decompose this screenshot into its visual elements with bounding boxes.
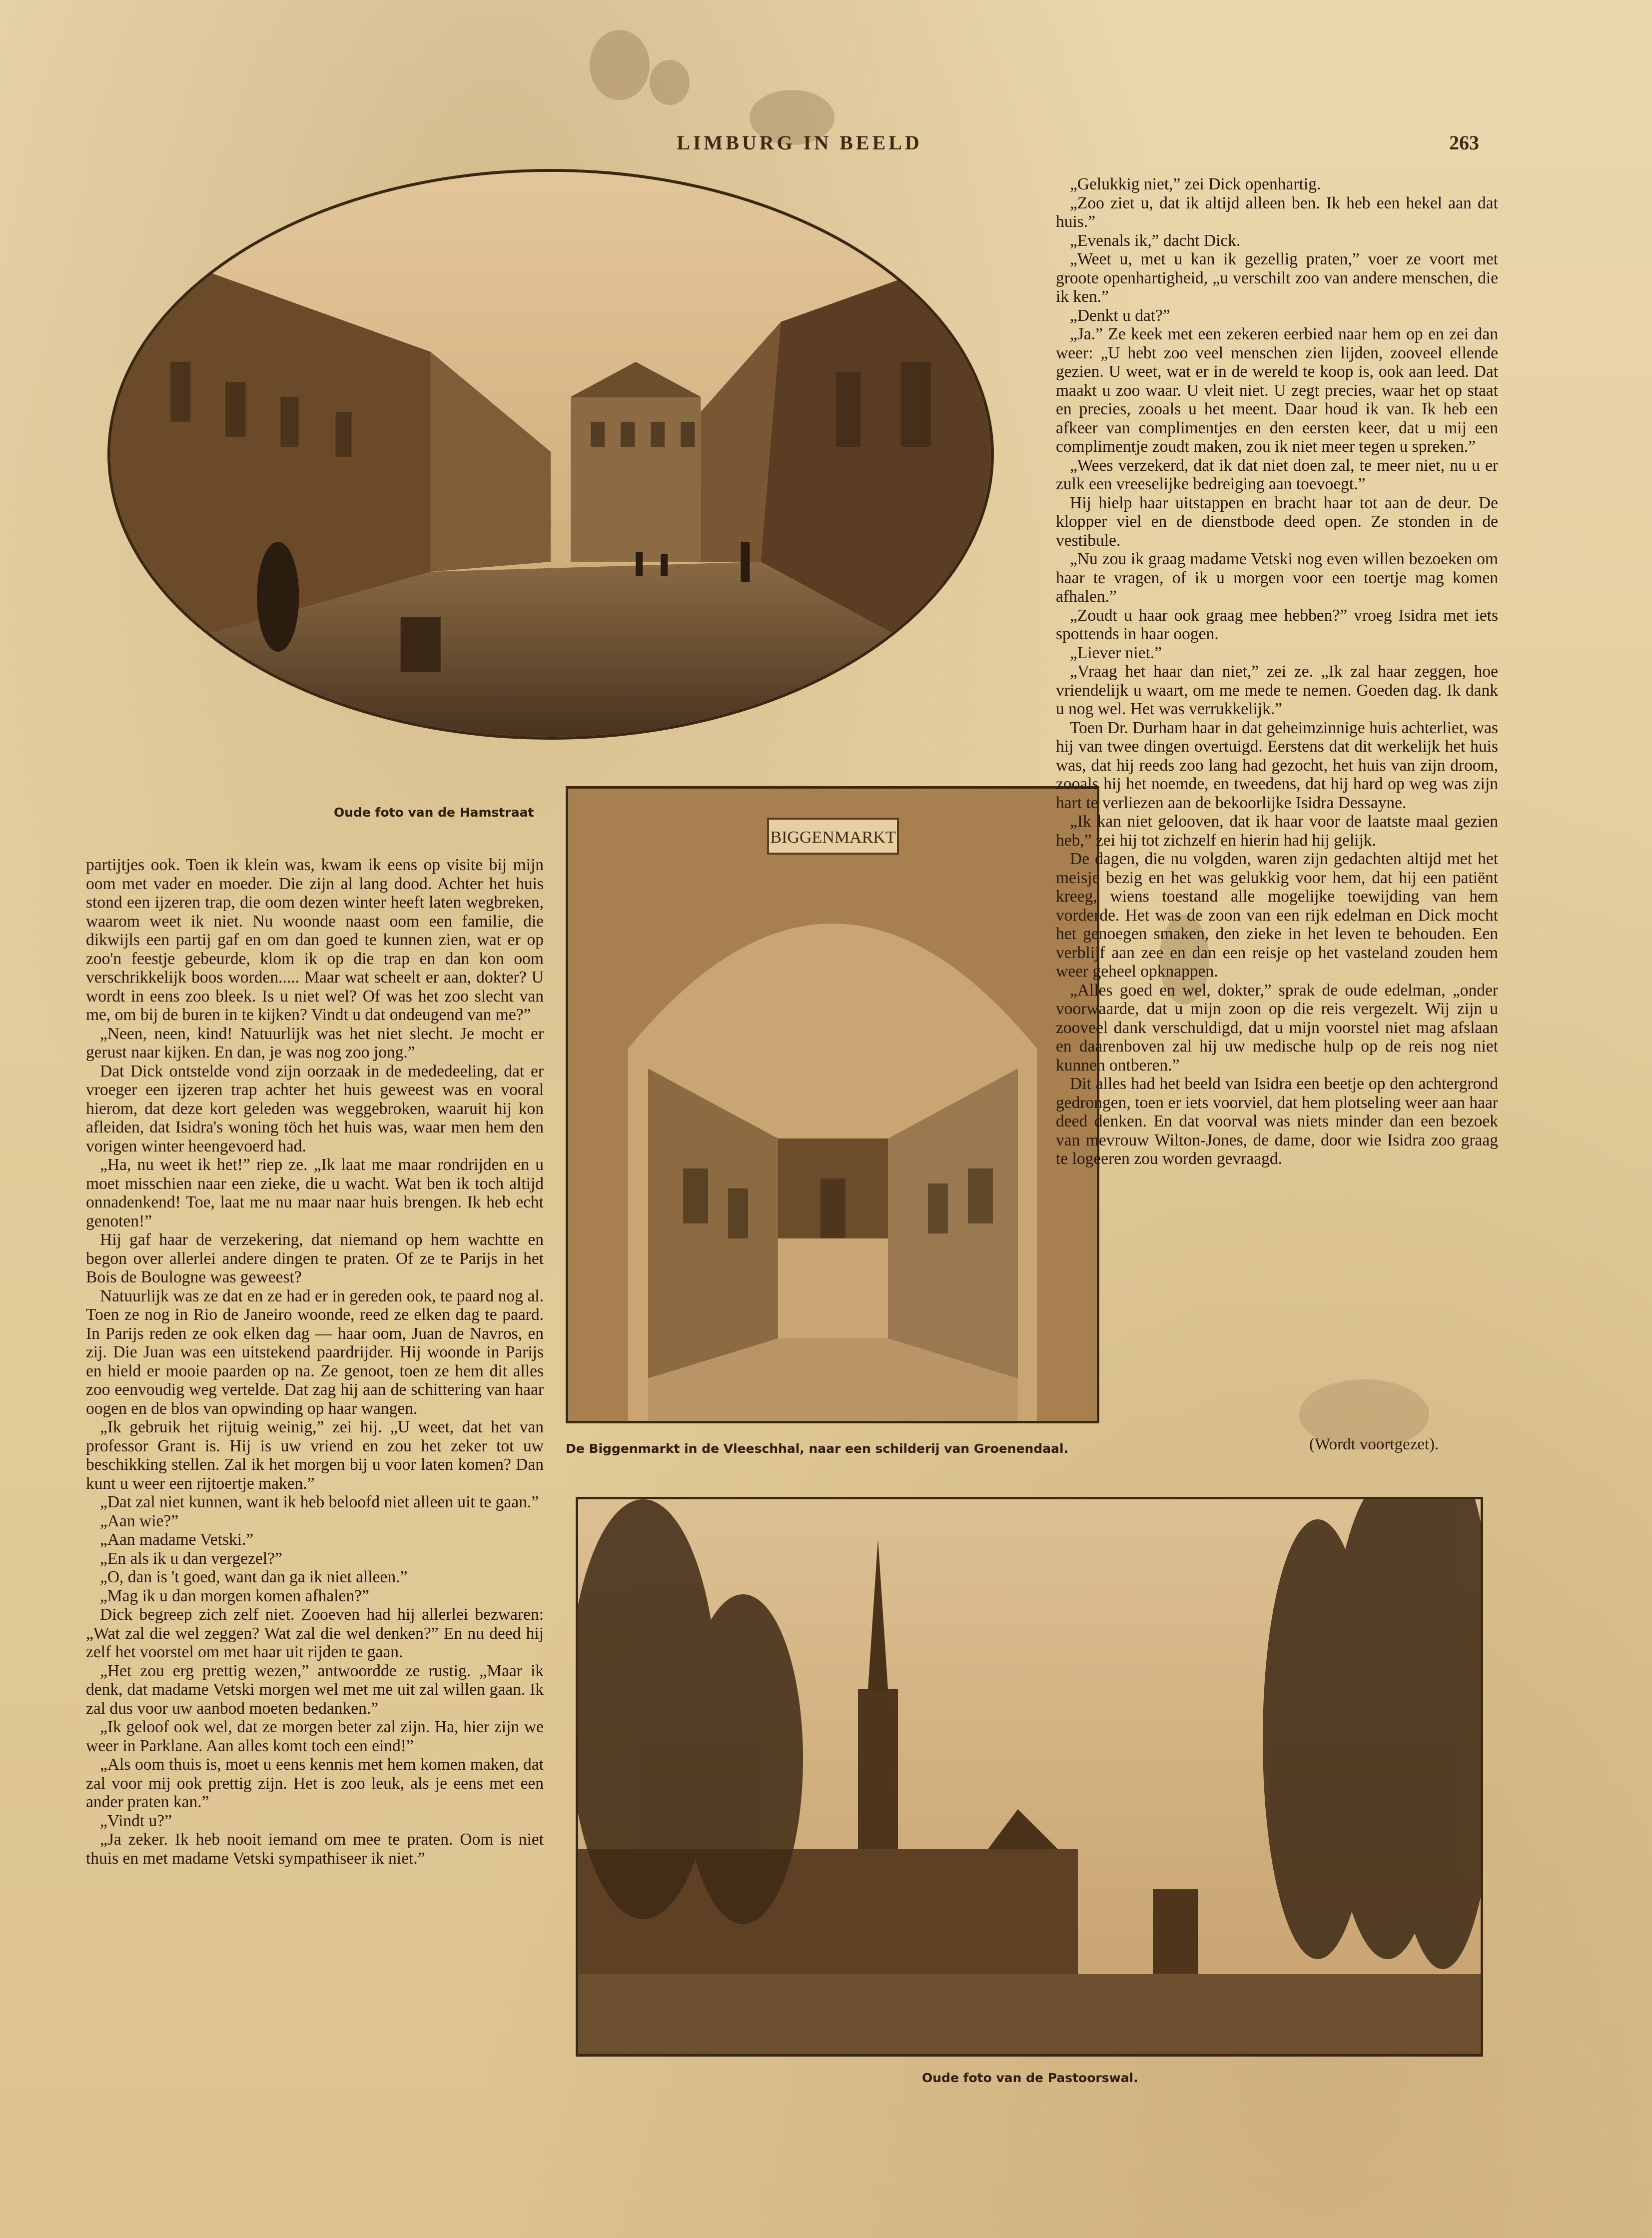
- paragraph: „Ik gebruik het rijtuig weinig,” zei hij. „U weet, dat het van professor Grant is. Hij is uw vriend en zou het zeker tot uw beschikking stellen. Zal ik het morgen bij u voor laten komen? Dan kunt u weer een rijtoertje maken.”: [86, 1418, 544, 1493]
- paragraph: Natuurlijk was ze dat en ze had er in gereden ook, te paard nog al. Toen ze nog in Rio de Janeiro woonde, reed ze elken dag te paard. In Parijs reden ze ook elken dag — haar oom, Juan de Navros, en zij. Die Juan was een uitstekend paardrijder. Hij woonde in Parijs en hield er mooie paarden op na. Ze genoot, toen ze hem dit alles zoo eenvoudig weg vertelde. Dat zag hij aan de schittering van haar oogen en de blos van opwinding op haar wangen.: [86, 1286, 544, 1418]
- biggenmarkt-caption: De Biggenmarkt in de Vleeschhal, naar een schilderij van Groenendaal.: [566, 1441, 1069, 1456]
- paragraph: „Ja.” Ze keek met een zekeren eerbied naar hem op en zei dan weer: „U hebt zoo veel menschen zien lijden, zooveel ellende gezien. U weet, wat er in de wereld te koop is, ook aan leed. Dat maakt u zoo waar. U vleit niet. U zegt precies, waar het op staat en precies, zooals u het meent. Daar houd ik van. Ik heb een afkeer van complimentjes en den eersten keer, dat u mij een complimentje zoudt maken, zou ik niet meer tegen u spreken.”: [1056, 325, 1498, 456]
- continued-note: (Wordt voortgezet).: [1309, 1435, 1439, 1453]
- paragraph: „Aan wie?”: [100, 1511, 179, 1530]
- paragraph: „Als oom thuis is, moet u eens kennis met hem komen maken, dat zal voor mij ook prettig zijn. Het is zoo leuk, als je eens met een ander praten kan.”: [86, 1755, 544, 1811]
- hamstraat-caption: Oude foto van de Hamstraat: [334, 805, 534, 820]
- page-number: 263: [1449, 131, 1479, 154]
- paragraph: Dit alles had het beeld van Isidra een beetje op den achtergrond gedrongen, toen er iets voorviel, dat hem plotseling weer aan haar deed denken. En dat voorval was niets minder dan een bezoek van mevrouw Wilton-Jones, de dame, door wie Isidra zoo graag te logeeren zou worden gevraagd.: [1056, 1075, 1498, 1168]
- paragraph: „Weet u, met u kan ik gezellig praten,” voer ze voort met groote openhartigheid, „u verschilt zoo van andere menschen, die ik ken.”: [1056, 250, 1498, 306]
- paragraph: „Ik kan niet gelooven, dat ik haar voor de laatste maal gezien heb,” zei hij tot zichzelf en hierin had hij gelijk.: [1056, 812, 1498, 850]
- article-column-left: [86, 856, 544, 1868]
- painting-sign-text: BIGGENMARKT: [770, 828, 896, 847]
- paragraph: „Ja zeker. Ik heb nooit iemand om mee te praten. Oom is niet thuis en met madame Vetski sympathiseer ik niet.”: [86, 1830, 544, 1868]
- publication-title: LIMBURG IN BEELD: [677, 131, 922, 154]
- paragraph: „Aan madame Vetski.”: [100, 1530, 254, 1549]
- paragraph: „O, dan is 't goed, want dan ga ik niet alleen.”: [100, 1568, 408, 1586]
- article-column-right: [1056, 175, 1498, 1168]
- paragraph: Hij gaf haar de verzekering, dat niemand op hem wachtte en begon over allerlei andere dingen te praten. Of ze te Parijs in het Bois de Boulogne was geweest?: [86, 1230, 544, 1286]
- paragraph: „Ha, nu weet ik het!” riep ze. „Ik laat me maar rondrijden en u moet misschien naar een zieke, die u wacht. Wat ben ik toch altijd onnadenkend! Toe, laat me nu maar naar huis brengen. Ik heb echt genoten!”: [86, 1155, 544, 1230]
- paragraph: „Neen, neen, kind! Natuurlijk was het niet slecht. Je mocht er gerust naar kijken. En dan, je was nog zoo jong.”: [86, 1024, 544, 1062]
- paragraph: „Zoo ziet u, dat ik altijd alleen ben. Ik heb een hekel aan dat huis.”: [1056, 193, 1498, 231]
- paragraph: „Denkt u dat?”: [1070, 306, 1170, 325]
- paper-stain: [650, 60, 690, 105]
- paragraph: Toen Dr. Durham haar in dat geheimzinnige huis achterliet, was hij van twee dingen overtuigd. Eerstens dat dit werkelijk het huis was, dat hij reeds zoo lang had gezocht, het huis van zijn droom, zooals hij het noemde, en tweedens, dat hij hard op weg was zijn hart te verliezen aan de bekoorlijke Isidra Dessayne.: [1056, 718, 1498, 812]
- paragraph: „Wees verzekerd, dat ik dat niet doen zal, te meer niet, nu u er zulk een vreeselijke bedreiging aan toevoegt.”: [1056, 456, 1498, 493]
- paragraph: „Nu zou ik graag madame Vetski nog even willen bezoeken om haar te vragen, of ik u morgen voor een toertje mag komen afhalen.”: [1056, 550, 1498, 606]
- biggenmarkt-painting: [566, 786, 1099, 1423]
- paper-stain: [590, 30, 650, 100]
- paragraph: „Het zou erg prettig wezen,” antwoordde ze rustig. „Maar ik denk, dat madame Vetski morgen wel met me uit zal willen gaan. Ik zal dus voor uw aanbod moeten bedanken.”: [86, 1661, 544, 1718]
- paragraph: „Liever niet.”: [1070, 643, 1162, 662]
- paragraph: „Gelukkig niet,” zei Dick openhartig.: [1070, 175, 1321, 193]
- paragraph: „Alles goed en wel, dokter,” sprak de oude edelman, „onder voorwaarde, dat u mijn zoon op die reis vergezelt. Wij zijn u zooveel dank verschuldigd, dat u mijn voorstel niet mag afslaan en daarenboven zal hij uw medische hulp op de reis nog niet kunnen ontberen.”: [1056, 981, 1498, 1075]
- hamstraat-photo: [107, 169, 994, 740]
- paragraph: „Evenals ik,” dacht Dick.: [1070, 231, 1241, 250]
- paragraph: „Vraag het haar dan niet,” zei ze. „Ik zal haar zeggen, hoe vriendelijk u waart, om me mede te nemen. Goeden dag. Ik dank u nog wel. Het was verrukkelijk.”: [1056, 662, 1498, 718]
- paragraph: partijtjes ook. Toen ik klein was, kwam ik eens op visite bij mijn oom met vader en moeder. Die zijn al lang dood. Achter het huis stond een ijzeren trap, die oom dezen winter heeft laten wegbreken, waarom weet ik niet. Nu woonde naast oom een familie, die dikwijls een partij gaf en om dan goed te kunnen zien, wat er op zoo'n feestje gebeurde, klom ik op die trap en dan kon oom verschrikkelijk boos worden..... Maar wat scheelt er aan, dokter? U wordt in eens zoo bleek. Is u niet wel? Of was het zoo slecht van me, om bij de buren in te kijken? Vindt u dat ondeugend van me?”: [86, 856, 544, 1024]
- pastoorswal-caption: Oude foto van de Pastoorswal.: [922, 2071, 1138, 2085]
- paragraph: De dagen, die nu volgden, waren zijn gedachten altijd met het meisje bezig en het was gelukkig voor hem, dat hij een patiënt kreeg, wiens toestand alle mogelijke toewijding van hem vorderde. Het was de zoon van een rijk edelman en Dick mocht het genoegen smaken, den zieke in het leven te behouden. Een verblijf aan zee en dan een reisje op het vasteland zouden hem weer geheel opknappen.: [1056, 850, 1498, 981]
- paragraph: Hij hielp haar uitstappen en bracht haar tot aan de deur. De klopper viel en de dienstbode deed open. Ze stonden in de vestibule.: [1056, 493, 1498, 550]
- paragraph: „Dat zal niet kunnen, want ik heb beloofd niet alleen uit te gaan.”: [100, 1493, 539, 1511]
- paragraph: „Vindt u?”: [100, 1811, 172, 1830]
- paragraph: „Ik geloof ook wel, dat ze morgen beter zal zijn. Ha, hier zijn we weer in Parklane. Aan alles komt toch een eind!”: [86, 1718, 544, 1755]
- paragraph: „Mag ik u dan morgen komen afhalen?”: [100, 1586, 369, 1605]
- pastoorswal-photo: [576, 1497, 1483, 2057]
- paragraph: „Zoudt u haar ook graag mee hebben?” vroeg Isidra met iets spottends in haar oogen.: [1056, 606, 1498, 643]
- paragraph: „En als ik u dan vergezel?”: [100, 1549, 282, 1568]
- paragraph: Dat Dick ontstelde vond zijn oorzaak in de mededeeling, dat er vroeger een ijzeren trap achter het huis geweest was en vooral hierom, dat deze kort geleden was weggebroken, waaruit hij kon afleiden, dat Isidra's woning töch het huis was, waar men hem den vorigen winter heengevoerd had.: [86, 1062, 544, 1155]
- paragraph: Dick begreep zich zelf niet. Zooeven had hij allerlei bezwaren: „Wat zal die wel zeggen? Wat zal die wel denken?” En nu deed hij zelf het voorstel om met haar uit rijden te gaan.: [86, 1605, 544, 1661]
